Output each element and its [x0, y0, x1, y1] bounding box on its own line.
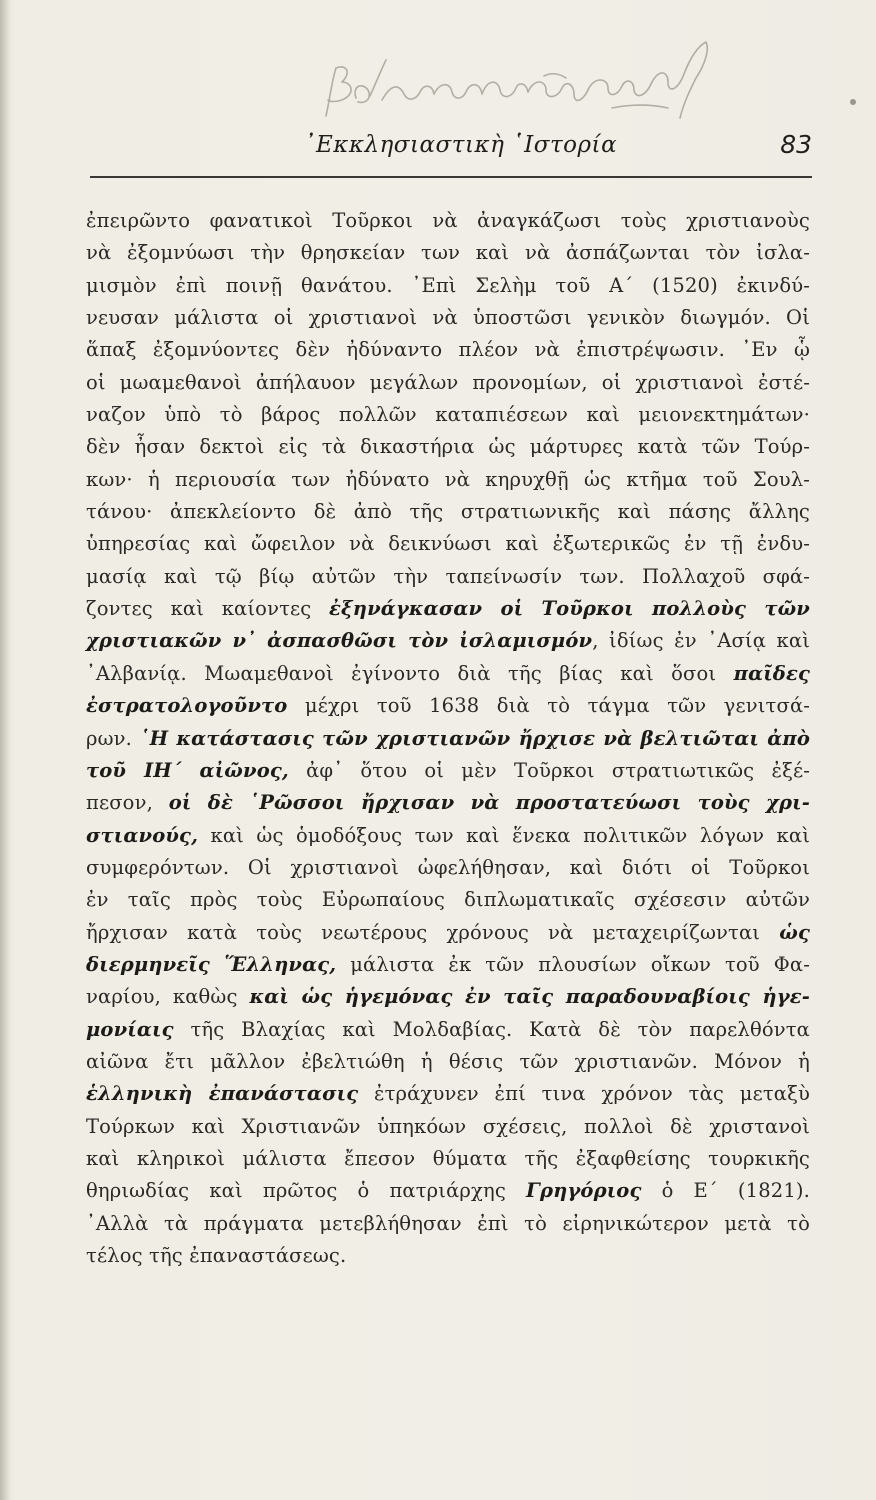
emphasized-text: Γρηγόριος [525, 1179, 642, 1203]
text-line [86, 561, 810, 593]
text-run: μισμὸν ἐπὶ ποινῇ θανάτου. ᾿Επὶ Σελὴμ τοῦ Α΄ (1520) ἐκινδύ- [86, 273, 810, 297]
text-run: ζοντες καὶ καίοντες [86, 597, 330, 621]
emphasized-text: στιανούς, [86, 823, 199, 847]
text-run: πεσον, [86, 791, 169, 815]
text-run: τῆς Βλαχίας καὶ Μολδαβίας. Κατὰ δὲ τὸν παρελθόντα [173, 1017, 810, 1041]
text-run: ἀφ᾿ ὅτου οἱ μὲν Τοῦρκοι στρατιωτικῶς ἐξέ- [288, 758, 810, 782]
text-line [86, 690, 810, 722]
text-run: μέχρι τοῦ 1638 διὰ τὸ τάγμα τῶν γενιτσά- [287, 694, 810, 718]
text-run: ναζον ὑπὸ τὸ βάρος πολλῶν καταπιέσεων καὶ μειονεκτημάτων· [86, 403, 810, 427]
text-line [86, 367, 810, 399]
text-line [86, 1208, 810, 1240]
text-run: θηριωδίας καὶ πρῶτος ὁ πατριάρχης [86, 1179, 526, 1203]
text-run: νευσαν μάλιστα οἱ χριστιανοὶ νὰ ὑποστῶσι γενικὸν διωγμόν. Οἱ [86, 306, 810, 330]
emphasized-text: ἑλληνικὴ ἐπανάστασις [86, 1082, 359, 1106]
text-line [86, 593, 810, 625]
emphasized-text: τοῦ ΙΗ΄ αἰῶνος, [86, 758, 289, 782]
text-run: τέλος τῆς ἐπαναστάσεως. [86, 1244, 347, 1267]
text-line [86, 949, 810, 981]
text-line [86, 658, 810, 690]
text-line [86, 1240, 810, 1272]
emphasized-text: ῾Η κατάστασις τῶν χριστιανῶν ἤρχισε νὰ βελτιῶται ἀπὸ [139, 726, 810, 750]
text-line [86, 1111, 810, 1143]
text-line [86, 399, 810, 431]
text-run: Τούρκων καὶ Χριστιανῶν ὑπηκόων σχέσεις, πολλοὶ δὲ χριστανοὶ [86, 1114, 810, 1138]
text-line [86, 528, 810, 560]
text-run: οἱ μωαμεθανοὶ ἀπήλαυον μεγάλων προνομίων, οἱ χριστιανοὶ ἐστέ- [86, 370, 810, 394]
text-run: μάλιστα ἐκ τῶν πλουσίων οἴκων τοῦ Φα- [336, 952, 810, 976]
text-line [86, 755, 810, 787]
text-line [86, 852, 810, 884]
text-line [86, 625, 810, 657]
text-line [86, 1046, 810, 1078]
text-line [86, 787, 810, 819]
text-line [86, 723, 810, 755]
text-run: κων· ἡ περιουσία των ἠδύνατο νὰ κηρυχθῇ ὡς κτῆμα τοῦ Σουλ- [86, 467, 810, 491]
emphasized-text: καὶ ὡς ἡγεμόνας ἐν ταῖς παραδουναβίοις ἡγε- [249, 985, 811, 1009]
text-run: δὲν ἦσαν δεκτοὶ εἰς τὰ δικαστήρια ὡς μάρτυρες κατὰ τῶν Τούρ- [86, 435, 810, 459]
running-title: ᾿Εκκλησιαστικὴ ῾Ιστορία [304, 132, 618, 158]
text-line [86, 496, 810, 528]
text-line [86, 917, 810, 949]
text-run: ἐπειρῶντο φανατικοὶ Τοῦρκοι νὰ ἀναγκάζωσι τοὺς χριστιανοὺς [86, 209, 810, 232]
body-paragraph [86, 205, 810, 1272]
emphasized-text: διερμηνεῖς Ἕλληνας, [86, 952, 337, 976]
text-run: ᾿Αλβανίᾳ. Μωαμεθανοὶ ἐγίνοντο διὰ τῆς βίας καὶ ὅσοι [86, 661, 734, 685]
text-line [86, 1078, 810, 1110]
text-line [86, 237, 810, 269]
text-line [86, 1014, 810, 1046]
text-run: καὶ κληρικοὶ μάλιστα ἔπεσον θύματα τῆς ἐξαφθείσης τουρκικῆς [86, 1146, 810, 1170]
text-line [86, 205, 810, 237]
text-run: ρων. [86, 726, 140, 750]
text-run: ναρίου, καθὼς [86, 985, 250, 1009]
page-number: 83 [780, 130, 812, 159]
emphasized-text: χριστιακῶν ν᾿ ἀσπασθῶσι τὸν ἰσλαμισμόν [86, 629, 593, 653]
text-line [86, 334, 810, 366]
text-line [86, 1143, 810, 1175]
text-run: ἅπαξ ἐξομνύοντες δὲν ἠδύναντο πλέον νὰ ἐπιστρέψωσιν. ᾿Εν ᾧ [86, 338, 810, 362]
text-run: τάνου· ἀπεκλείοντο δὲ ἀπὸ τῆς στρατιωνικῆς καὶ πάσης ἄλλης [86, 500, 810, 524]
text-line [86, 302, 810, 334]
text-run: ἤρχισαν κατὰ τοὺς νεωτέρους χρόνους νὰ μεταχειρίζωνται [86, 920, 780, 944]
ink-dot [850, 99, 856, 105]
text-run: ὁ Ε΄ (1821). [641, 1179, 810, 1203]
emphasized-text: ἐξηνάγκασαν οἱ Τοῦρκοι πολλοὺς τῶν [329, 597, 810, 621]
emphasized-text: μονίαις [86, 1017, 174, 1041]
text-line [86, 981, 810, 1013]
emphasized-text: παῖδες [733, 661, 810, 685]
text-line [86, 884, 810, 916]
text-line [86, 464, 810, 496]
text-run: αἰῶνα ἔτι μᾶλλον ἐβελτιώθη ἡ θέσις τῶν χριστιανῶν. Μόνον ἡ [86, 1049, 810, 1073]
text-run: συμφερόντων. Οἱ χριστιανοὶ ὠφελήθησαν, καὶ διότι οἱ Τοῦρκοι [86, 855, 810, 879]
text-run: ὑπηρεσίας καὶ ὤφειλον νὰ δεικνύωσι καὶ ἐξωτερικῶς ἐν τῇ ἐνδυ- [86, 532, 810, 556]
text-line [86, 431, 810, 463]
text-run: ἐν ταῖς πρὸς τοὺς Εὐρωπαίους διπλωματικαῖς σχέσεσιν αὐτῶν [86, 888, 810, 912]
header-rule [90, 176, 812, 178]
page-binding-edge [0, 0, 10, 1500]
text-run: ᾿Αλλὰ τὰ πράγματα μετεβλήθησαν ἐπὶ τὸ εἰρηνικώτερον μετὰ τὸ [86, 1211, 810, 1235]
text-run: μασίᾳ καὶ τῷ βίῳ αὐτῶν τὴν ταπείνωσίν των. Πολλαχοῦ σφά- [86, 564, 810, 588]
text-run: νὰ ἐξομνύωσι τὴν θρησκείαν των καὶ νὰ ἀσπάζωνται τὸν ἰσλα- [86, 241, 810, 265]
text-line [86, 1175, 810, 1207]
emphasized-text: ἐστρατολογοῦντο [86, 694, 288, 718]
text-run: ἐτράχυνεν ἐπί τινα χρόνον τὰς μεταξὺ [358, 1082, 810, 1106]
text-run: καὶ ὡς ὁμοδόξους των καὶ ἕνεκα πολιτικῶν λόγων καὶ [198, 823, 810, 847]
running-header [90, 128, 812, 168]
emphasized-text: οἱ δὲ ῾Ρῶσσοι ἤρχισαν νὰ προστατεύωσι τοὺς χρι- [168, 791, 810, 815]
emphasized-text: ὡς [779, 920, 810, 944]
text-line [86, 270, 810, 302]
handwritten-signature [312, 38, 722, 128]
text-line [86, 820, 810, 852]
text-run: , ἰδίως ἐν ᾿Ασίᾳ καὶ [592, 629, 810, 653]
